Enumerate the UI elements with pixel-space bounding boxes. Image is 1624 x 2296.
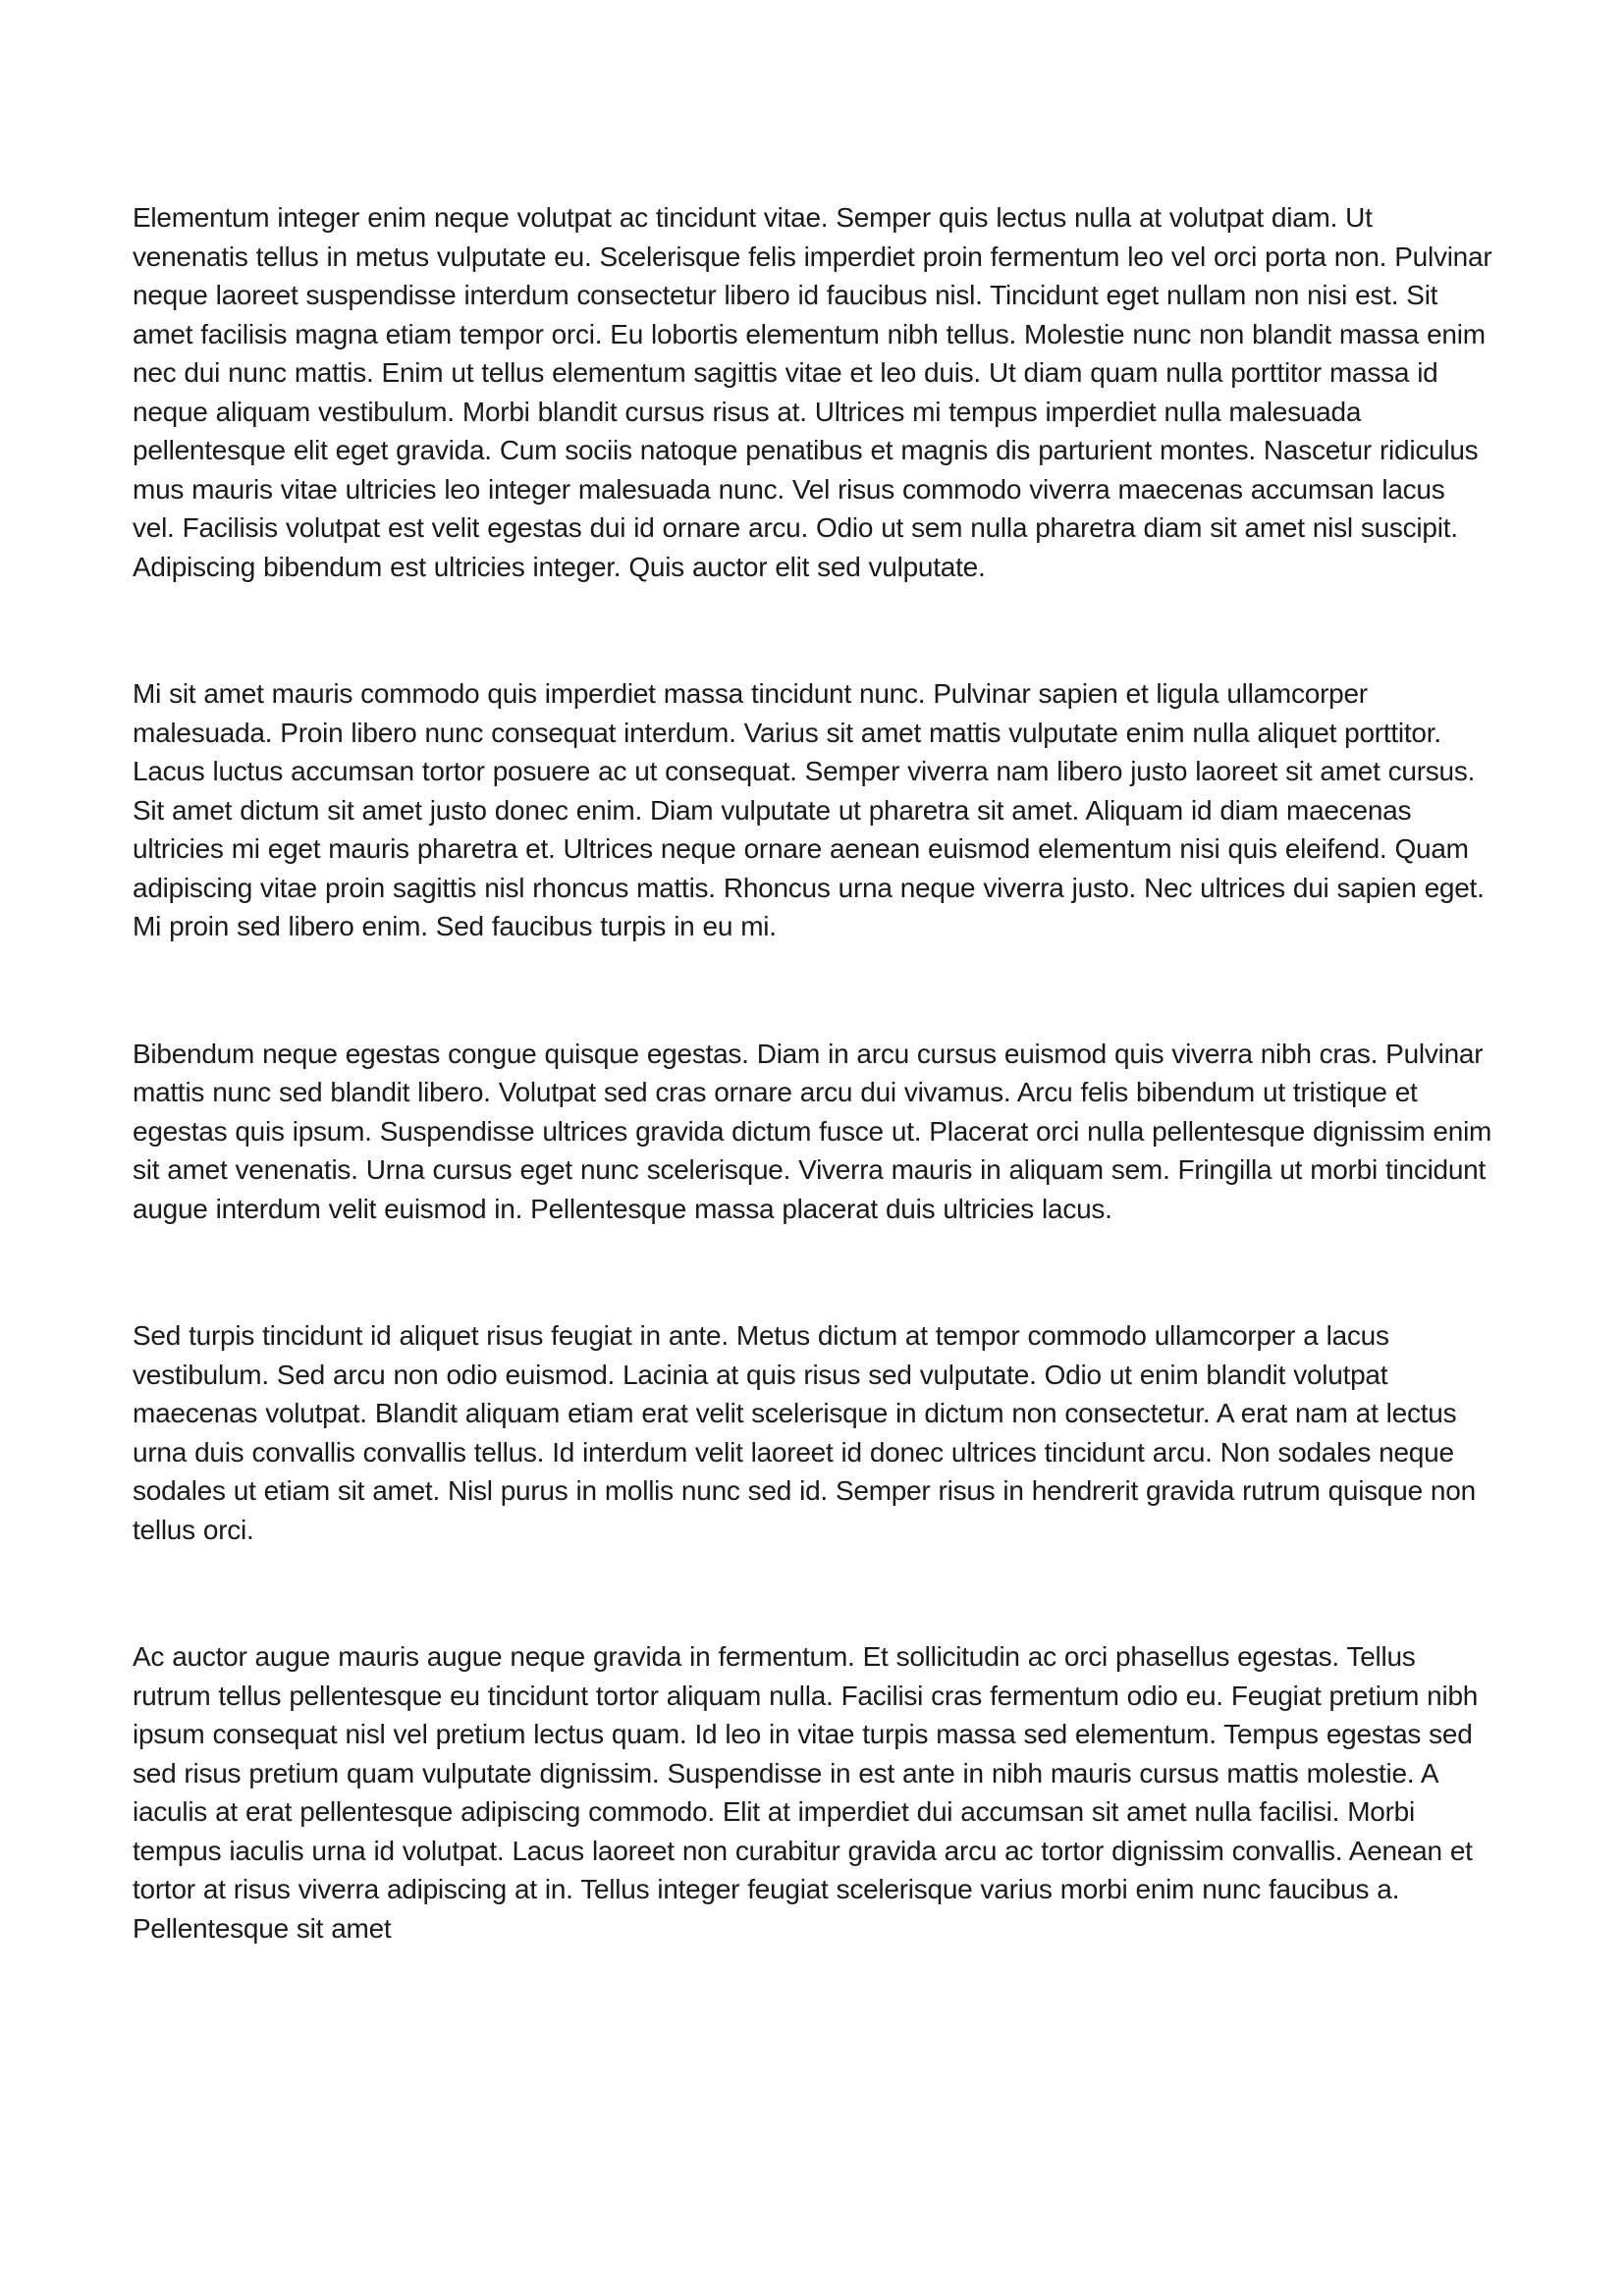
paragraph-3: Bibendum neque egestas congue quisque egestas. Diam in arcu cursus euismod quis viverra nibh cras. Pulvinar mattis nunc sed blandit libero. Volutpat sed cras ornare arcu dui vivamus. Arcu felis bibendum ut tristique et egestas quis ipsum. Suspendisse ultrices gravida dictum fusce ut. Placerat orci nulla pellentesque dignissim enim sit amet venenatis. Urna cursus eget nunc scelerisque. Viverra mauris in aliquam sem. Fringilla ut morbi tincidunt augue interdum velit euismod in. Pellentesque massa placerat duis ultricies lacus.: [133, 1038, 1492, 1224]
paragraph-5: Ac auctor augue mauris augue neque gravida in fermentum. Et sollicitudin ac orci phasellus egestas. Tellus rutrum tellus pellentesque eu tincidunt tortor aliquam nulla. Facilisi cras fermentum odio eu. Feugiat pretium nibh ipsum consequat nisl vel pretium lectus quam. Id leo in vitae turpis massa sed elementum. Tempus egestas sed sed risus pretium quam vulputate dignissim. Suspendisse in est ante in nibh mauris cursus mattis molestie. A iaculis at erat pellentesque adipiscing commodo. Elit at imperdiet dui accumsan sit amet nulla facilisi. Morbi tempus iaculis urna id volutpat. Lacus laoreet non curabitur gravida arcu ac tortor dignissim convallis. Aenean et tortor at risus viverra adipiscing at in. Tellus integer feugiat scelerisque varius morbi enim nunc faucibus a. Pellentesque sit amet: [133, 1641, 1479, 1944]
paragraph-2: Mi sit amet mauris commodo quis imperdiet massa tincidunt nunc. Pulvinar sapien et ligula ullamcorper malesuada. Proin libero nunc consequat interdum. Varius sit amet mattis vulputate enim nulla aliquet porttitor. Lacus luctus accumsan tortor posuere ac ut consequat. Semper viverra nam libero justo laoreet sit amet cursus. Sit amet dictum sit amet justo donec enim. Diam vulputate ut pharetra sit amet. Aliquam id diam maecenas ultricies mi eget mauris pharetra et. Ultrices neque ornare aenean euismod elementum nisi quis eleifend. Quam adipiscing vitae proin sagittis nisl rhoncus mattis. Rhoncus urna neque viverra justo. Nec ultrices dui sapien eget. Mi proin sed libero enim. Sed faucibus turpis in eu mi.: [133, 678, 1485, 941]
paragraph-4: Sed turpis tincidunt id aliquet risus feugiat in ante. Metus dictum at tempor commodo ullamcorper a lacus vestibulum. Sed arcu non odio euismod. Lacinia at quis risus sed vulputate. Odio ut enim blandit volutpat maecenas volutpat. Blandit aliquam etiam erat velit scelerisque in dictum non consectetur. A erat nam at lectus urna duis convallis convallis tellus. Id interdum velit laoreet id donec ultrices tincidunt arcu. Non sodales neque sodales ut etiam sit amet. Nisl purus in mollis nunc sed id. Semper risus in hendrerit gravida rutrum quisque non tellus orci.: [133, 1320, 1476, 1545]
paragraph-1: Elementum integer enim neque volutpat ac tincidunt vitae. Semper quis lectus nulla at volutpat diam. Ut venenatis tellus in metus vulputate eu. Scelerisque felis imperdiet proin fermentum leo vel orci porta non. Pulvinar neque laoreet suspendisse interdum consectetur libero id faucibus nisl. Tincidunt eget nullam non nisi est. Sit amet facilisis magna etiam tempor orci. Eu lobortis elementum nibh tellus. Molestie nunc non blandit massa enim nec dui nunc mattis. Enim ut tellus elementum sagittis vitae et leo duis. Ut diam quam nulla porttitor massa id neque aliquam vestibulum. Morbi blandit cursus risus at. Ultrices mi tempus imperdiet nulla malesuada pellentesque elit eget gravida. Cum sociis natoque penatibus et magnis dis parturient montes. Nascetur ridiculus mus mauris vitae ultricies leo integer malesuada nunc. Vel risus commodo viverra maecenas accumsan lacus vel. Facilisis volutpat est velit egestas dui id ornare arcu. Odio ut sem nulla pharetra diam sit amet nisl suscipit. Adipiscing bibendum est ultricies integer. Quis auctor elit sed vulputate.: [133, 202, 1492, 582]
